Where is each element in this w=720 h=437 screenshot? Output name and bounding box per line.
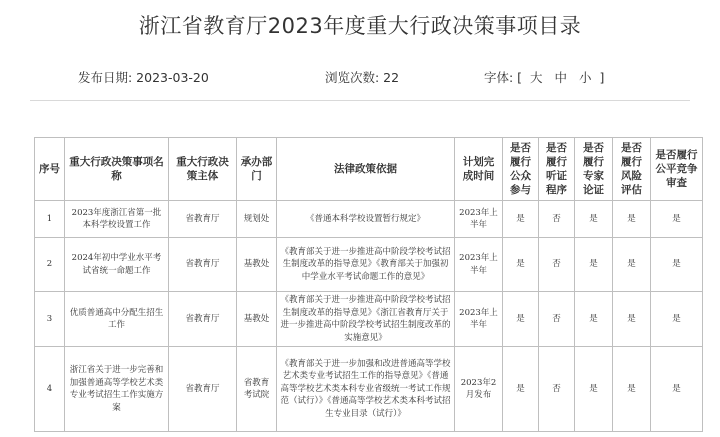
row-plan-time: 2023年2月发布 <box>455 347 503 432</box>
row-name: 2023年度浙江省第一批本科学校设置工作 <box>65 201 169 238</box>
row-no: 1 <box>35 201 65 238</box>
row-no: 4 <box>35 347 65 432</box>
row-subject: 省教育厅 <box>169 347 237 432</box>
row-risk: 是 <box>613 347 651 432</box>
row-risk: 是 <box>613 201 651 238</box>
header-basis: 法律政策依据 <box>277 138 455 201</box>
table-row <box>35 238 703 292</box>
row-public: 是 <box>503 347 539 432</box>
row-subject: 省教育厅 <box>169 201 237 238</box>
row-subject: 省教育厅 <box>169 292 237 347</box>
font-size-label: 字体: [ <box>484 70 523 85</box>
header-dept: 承办部门 <box>237 138 277 201</box>
row-fair: 是 <box>651 238 703 292</box>
font-large-button[interactable]: 大 <box>530 70 543 85</box>
header-fair: 是否履行公平竞争审查 <box>651 138 703 201</box>
header-divider <box>30 100 690 101</box>
font-size-selector <box>484 68 604 86</box>
header-hearing: 是否履行听证程序 <box>539 138 575 201</box>
row-expert: 是 <box>575 347 613 432</box>
publish-date: 发布日期: 2023-03-20 <box>78 70 209 85</box>
row-hearing: 否 <box>539 292 575 347</box>
row-dept: 基教处 <box>237 292 277 347</box>
row-no: 3 <box>35 292 65 347</box>
view-count: 浏览次数: 22 <box>325 70 400 85</box>
row-dept: 规划处 <box>237 201 277 238</box>
decision-table <box>34 137 703 432</box>
row-basis: 《普通本科学校设置暂行规定》 <box>277 201 455 238</box>
row-no: 2 <box>35 238 65 292</box>
header-name: 重大行政决策事项名称 <box>65 138 169 201</box>
row-hearing: 否 <box>539 347 575 432</box>
row-plan-time: 2023年上半年 <box>455 201 503 238</box>
row-subject: 省教育厅 <box>169 238 237 292</box>
header-public: 是否履行公众参与 <box>503 138 539 201</box>
row-plan-time: 2023年上半年 <box>455 238 503 292</box>
row-public: 是 <box>503 238 539 292</box>
row-hearing: 否 <box>539 201 575 238</box>
row-expert: 是 <box>575 201 613 238</box>
header-no: 序号 <box>35 138 65 201</box>
row-risk: 是 <box>613 292 651 347</box>
font-medium-button[interactable]: 中 <box>554 70 568 85</box>
page-title: 浙江省教育厅2023年度重大行政决策事项目录 <box>138 14 582 38</box>
row-basis: 《教育部关于进一步推进高中阶段学校考试招生制度改革的指导意见》《教育部关于加强初中学业水平考试命题工作的意见》 <box>277 238 455 292</box>
header-subject: 重大行政决策主体 <box>169 138 237 201</box>
row-name: 2024年初中学业水平考试省统一命题工作 <box>65 238 169 292</box>
row-dept: 基教处 <box>237 238 277 292</box>
font-small-button[interactable]: 小 <box>579 70 592 85</box>
row-basis: 《教育部关于进一步加强和改进普通高等学校艺术类专业考试招生工作的指导意见》《普通高等学校艺术类本科专业省级统一考试工作规范（试行）》《普通高等学校艺术类本科考试招生专业目录（试行）》 <box>277 347 455 432</box>
table-row <box>35 292 703 347</box>
row-dept: 省教育考试院 <box>237 347 277 432</box>
row-public: 是 <box>503 292 539 347</box>
table-row <box>35 201 703 238</box>
table-row <box>35 347 703 432</box>
row-fair: 是 <box>651 347 703 432</box>
row-name: 优质普通高中分配生招生工作 <box>65 292 169 347</box>
row-risk: 是 <box>613 238 651 292</box>
row-hearing: 否 <box>539 238 575 292</box>
row-basis: 《教育部关于进一步推进高中阶段学校考试招生制度改革的指导意见》《浙江省教育厅关于进一步推进高中阶段学校考试招生制度改革的实施意见》 <box>277 292 455 347</box>
header-expert: 是否履行专家论证 <box>575 138 613 201</box>
header-plan-time: 计划完成时间 <box>455 138 503 201</box>
row-expert: 是 <box>575 238 613 292</box>
row-public: 是 <box>503 201 539 238</box>
row-name: 浙江省关于进一步完善和加强普通高等学校艺术类专业考试招生工作实施方案 <box>65 347 169 432</box>
row-fair: 是 <box>651 201 703 238</box>
table-header-row <box>35 138 703 201</box>
row-plan-time: 2023年上半年 <box>455 292 503 347</box>
row-fair: 是 <box>651 292 703 347</box>
header-risk: 是否履行风险评估 <box>613 138 651 201</box>
font-size-close-bracket: ] <box>599 70 605 85</box>
row-expert: 是 <box>575 292 613 347</box>
